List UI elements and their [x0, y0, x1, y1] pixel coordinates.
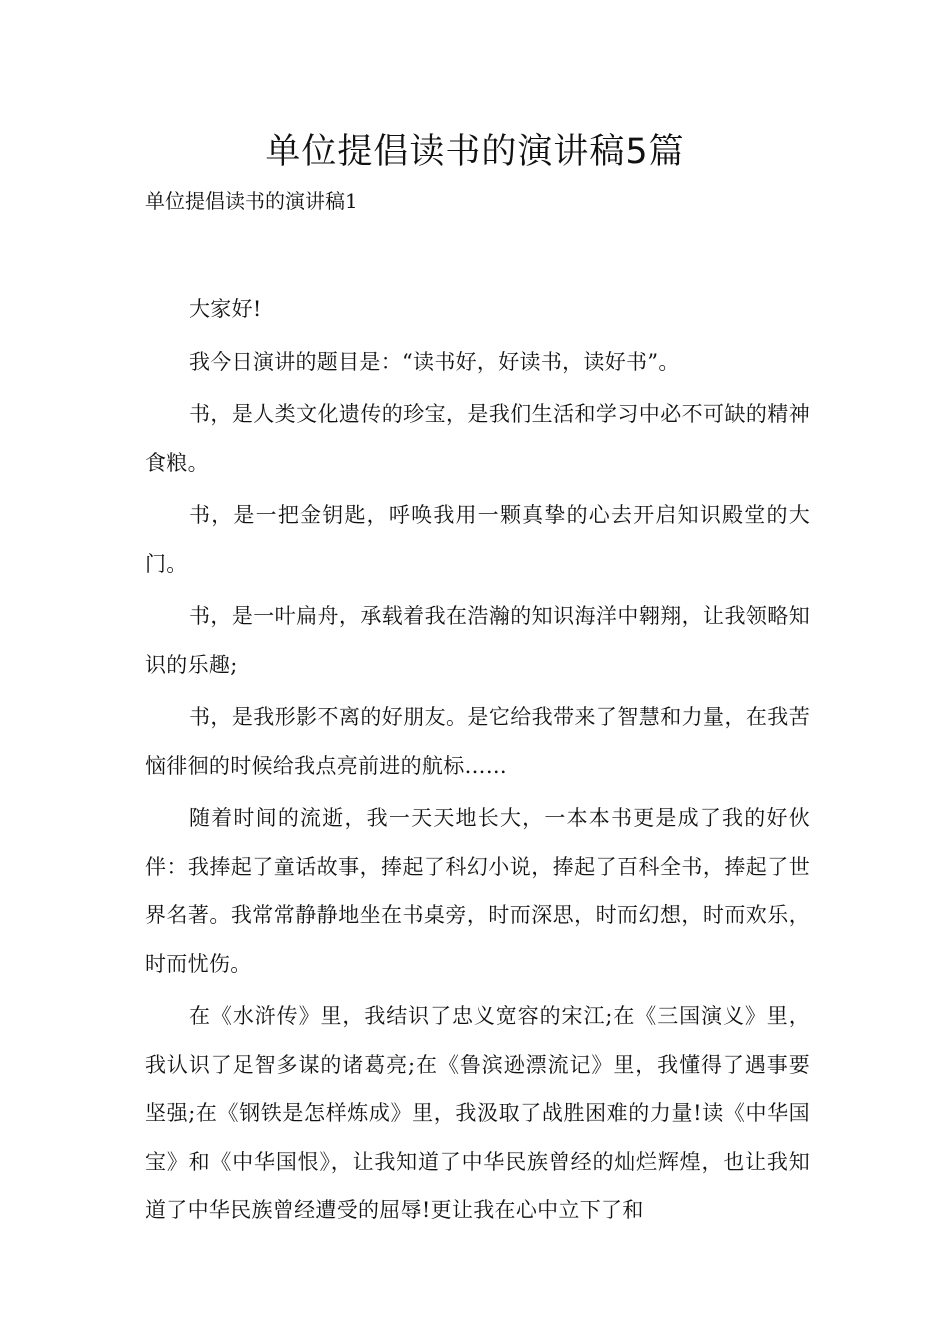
paragraph-greeting: 大家好! — [189, 297, 262, 321]
paragraph: 书，是一把金钥匙，呼唤我用一颗真挚的心去开启知识殿堂的大门。 — [145, 503, 810, 576]
paragraph: 书，是一叶扁舟，承载着我在浩瀚的知识海洋中翱翔，让我领略知识的乐趣; — [145, 604, 810, 677]
paragraph: 在《水浒传》里，我结识了忠义宽容的宋江;在《三国演义》里，我认识了足智多谋的诸葛亮;在《鲁滨逊漂流记》里，我懂得了遇事要坚强;在《钢铁是怎样炼成》里，我汲取了战胜困难的力量!读《中华国宝》和《中华国恨》，让我知道了中华民族曾经的灿烂辉煌，也让我知道了中华民族曾经遭受的屈辱!更让我在心中立下了和 — [145, 1004, 810, 1222]
paragraph: 随着时间的流逝，我一天天地长大，一本本书更是成了我的好伙伴：我捧起了童话故事，捧起了科幻小说，捧起了百科全书，捧起了世界名著。我常常静静地坐在书桌旁，时而深思，时而幻想，时而欢乐，时而忧伤。 — [145, 806, 810, 976]
document-subtitle: 单位提倡读书的演讲稿1 — [145, 189, 358, 213]
document-body — [145, 285, 810, 1239]
paragraph: 书，是我形影不离的好朋友。是它给我带来了智慧和力量，在我苦恼徘徊的时候给我点亮前进的航标…… — [145, 705, 810, 778]
paragraph: 书，是人类文化遗传的珍宝，是我们生活和学习中必不可缺的精神食粮。 — [145, 402, 810, 475]
document-title: 单位提倡读书的演讲稿5篇 — [265, 132, 685, 172]
paragraph-topic: 我今日演讲的题目是：“读书好，好读书，读好书”。 — [189, 349, 680, 374]
